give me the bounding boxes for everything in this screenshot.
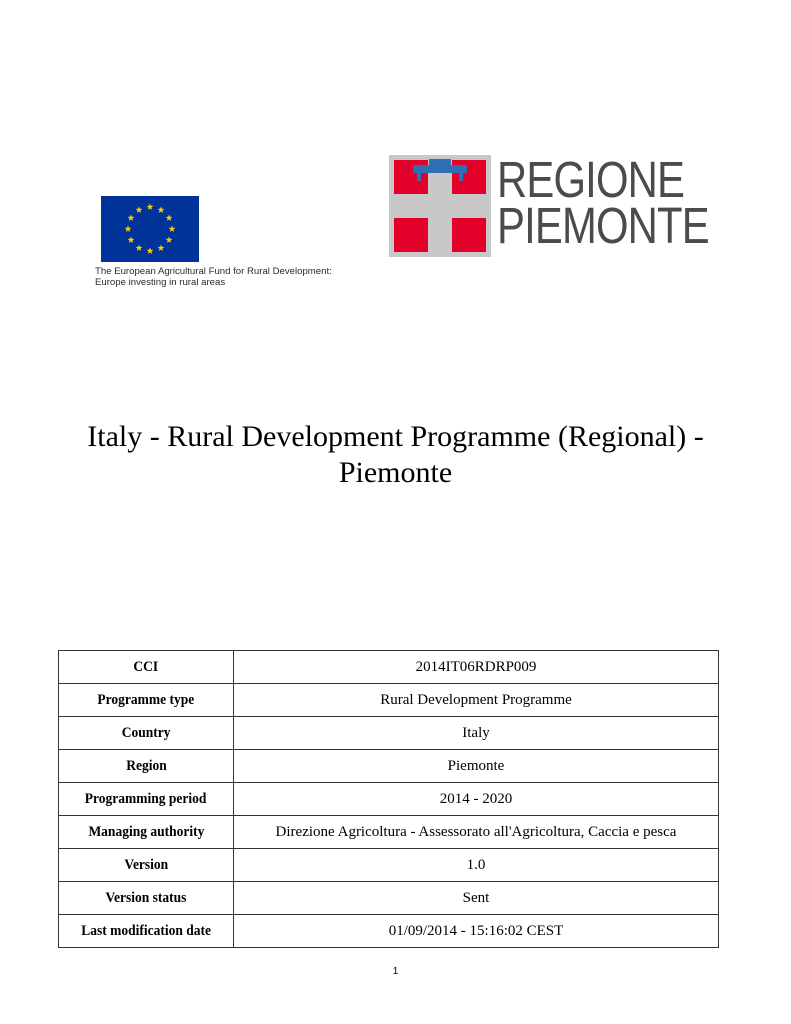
table-row — [59, 849, 719, 882]
table-row — [59, 684, 719, 717]
row-label: Last modification date — [59, 915, 234, 948]
row-label: Managing authority — [59, 816, 234, 849]
table-row — [59, 816, 719, 849]
row-value: 2014IT06RDRP009 — [234, 651, 719, 684]
regione-wordmark — [497, 151, 755, 254]
row-value: Rural Development Programme — [234, 684, 719, 717]
row-value: Italy — [234, 717, 719, 750]
programme-info-table — [58, 650, 719, 948]
table-row — [59, 717, 719, 750]
table-row — [59, 915, 719, 948]
eu-caption-line1: The European Agricultural Fund for Rural Development: — [95, 266, 332, 277]
eu-logo-caption — [95, 266, 370, 288]
row-label: Version status — [59, 882, 234, 915]
regione-piemonte-logo — [389, 151, 719, 257]
eu-eafrd-logo — [95, 196, 370, 292]
row-label: Region — [59, 750, 234, 783]
row-label: CCI — [59, 651, 234, 684]
regione-wordmark-line2: PIEMONTE — [497, 197, 709, 254]
row-value: Piemonte — [234, 750, 719, 783]
table-row — [59, 750, 719, 783]
document-title — [40, 419, 751, 491]
regione-cross-emblem-icon — [389, 155, 491, 257]
title-line1: Italy - Rural Development Programme (Regional) - — [87, 420, 704, 453]
page-number: 1 — [392, 966, 399, 977]
row-label: Country — [59, 717, 234, 750]
row-value: Direzione Agricoltura - Assessorato all'Agricoltura, Caccia e pesca — [234, 816, 719, 849]
row-value: 1.0 — [234, 849, 719, 882]
table-row — [59, 651, 719, 684]
eu-caption-line2: Europe investing in rural areas — [95, 277, 226, 288]
row-label: Programming period — [59, 783, 234, 816]
regione-wordmark-line1: REGIONE — [497, 151, 685, 208]
row-label: Version — [59, 849, 234, 882]
row-value: 01/09/2014 - 15:16:02 CEST — [234, 915, 719, 948]
row-label: Programme type — [59, 684, 234, 717]
table-row — [59, 783, 719, 816]
title-line2: Piemonte — [338, 456, 453, 489]
row-value: Sent — [234, 882, 719, 915]
eu-flag-icon — [101, 196, 199, 262]
table-row — [59, 882, 719, 915]
row-value: 2014 - 2020 — [234, 783, 719, 816]
